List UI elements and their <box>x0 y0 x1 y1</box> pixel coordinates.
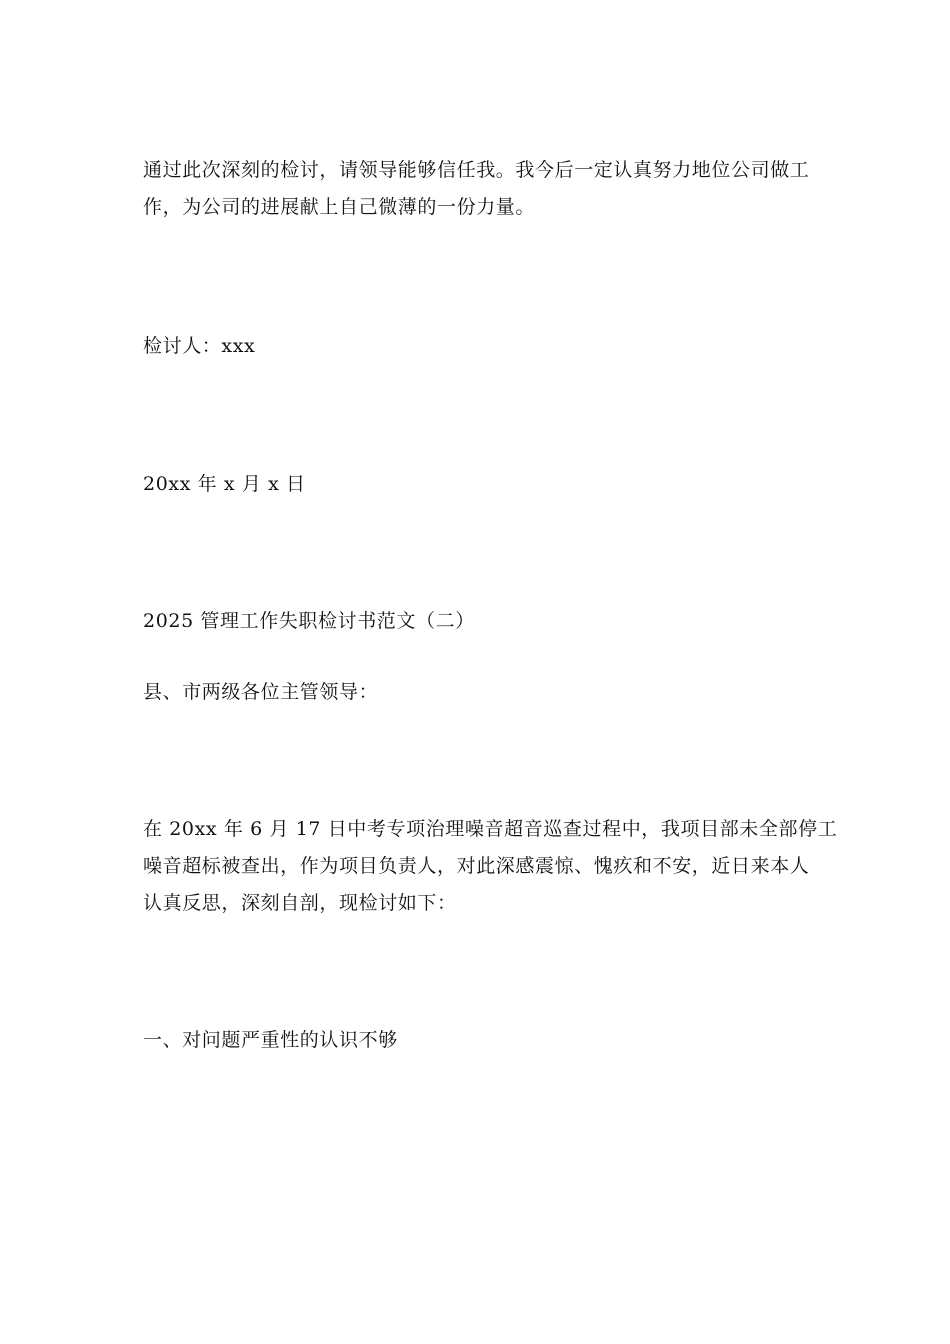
closing-paragraph <box>143 152 813 226</box>
section-title: 2025 管理工作失职检讨书范文（二） <box>143 610 475 632</box>
salutation: 县、市两级各位主管领导： <box>143 681 379 703</box>
paragraph-line: 通过此次深刻的检讨，请领导能够信任我。我今后一定认真努力地位公司做工 <box>143 159 810 181</box>
body-paragraph <box>143 811 838 922</box>
signer-line: 检讨人：xxx <box>143 335 256 357</box>
paragraph-line: 作，为公司的进展献上自己微薄的一份力量。 <box>143 196 536 218</box>
paragraph-line: 在 20xx 年 6 月 17 日中考专项治理噪音超音巡查过程中，我项目部未全部停工 <box>143 818 838 840</box>
paragraph-line: 认真反思，深刻自剖，现检讨如下： <box>143 892 457 914</box>
paragraph-line: 噪音超标被查出，作为项目负责人，对此深感震惊、愧疚和不安，近日来本人 <box>143 855 810 877</box>
heading-one: 一、对问题严重性的认识不够 <box>143 1029 398 1051</box>
date-line: 20xx 年 x 月 x 日 <box>143 473 306 495</box>
